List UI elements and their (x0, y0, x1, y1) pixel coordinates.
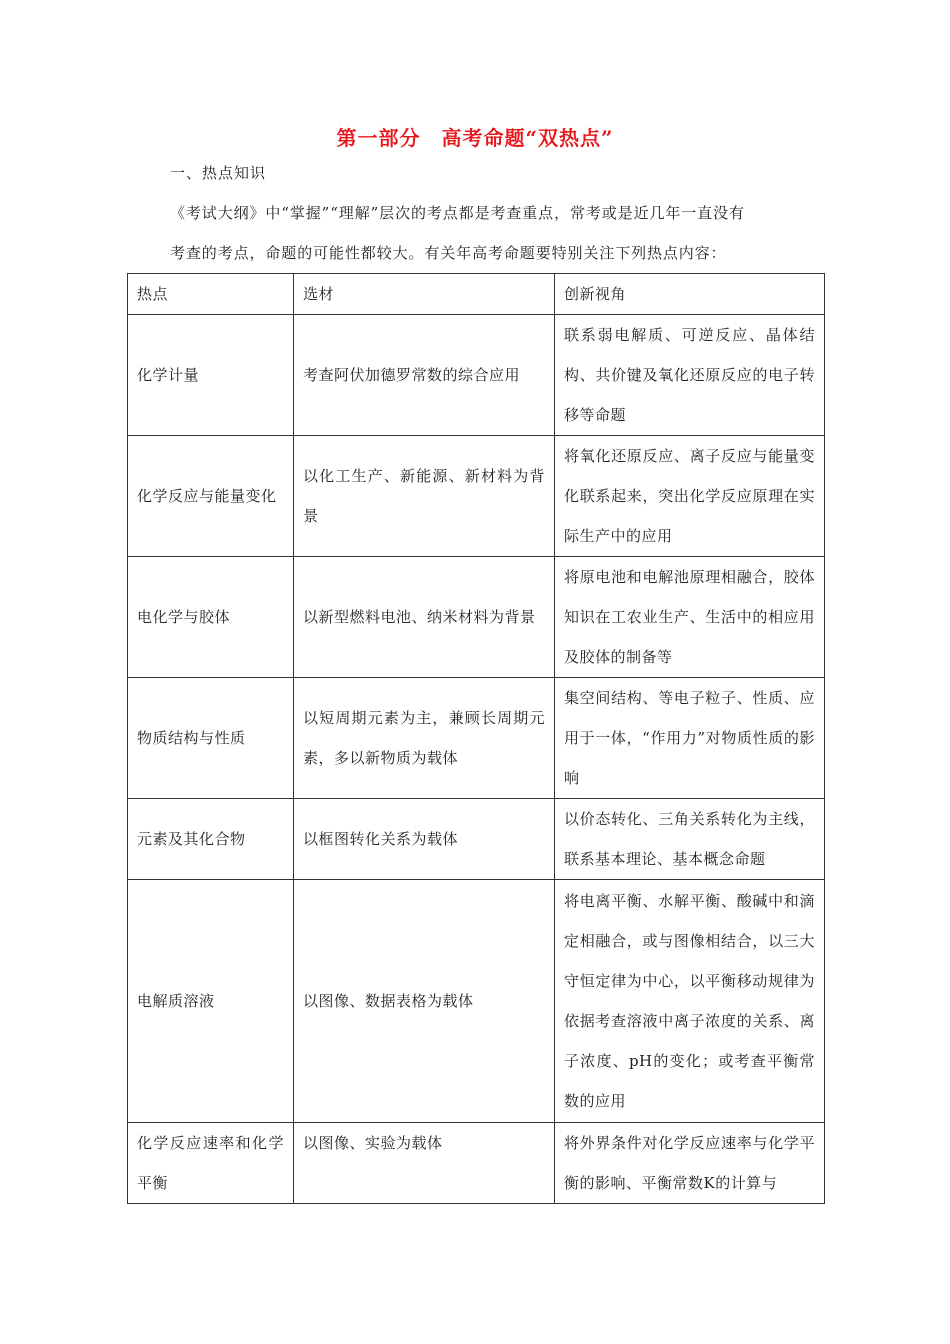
table-row (128, 557, 825, 678)
table-header-row (128, 274, 825, 315)
table-row (128, 315, 825, 436)
cell-hot: 化学反应与能量变化 (128, 436, 294, 557)
cell-hot: 元素及其化合物 (128, 799, 294, 880)
cell-material: 以框图转化关系为载体 (294, 799, 555, 880)
cell-material: 以图像、实验为载体 (294, 1123, 555, 1204)
cell-material: 以新型燃料电池、纳米材料为背景 (294, 557, 555, 678)
hotspot-table (127, 273, 825, 1204)
table-row (128, 799, 825, 880)
cell-hot: 化学反应速率和化学平衡 (128, 1123, 294, 1204)
table-row (128, 880, 825, 1123)
cell-angle: 以价态转化、三角关系转化为主线，联系基本理论、基本概念命题 (555, 799, 825, 880)
cell-angle: 将外界条件对化学反应速率与化学平衡的影响、平衡常数K的计算与 (555, 1123, 825, 1204)
intro-paragraph (170, 193, 820, 273)
table-row (128, 436, 825, 557)
table-row (128, 1123, 825, 1204)
cell-angle: 将原电池和电解池原理相融合，胶体知识在工农业生产、生活中的相应用及胶体的制备等 (555, 557, 825, 678)
intro-line-1: 《考试大纲》中“掌握”“理解”层次的考点都是考查重点，常考或是近几年一直没有 (170, 204, 745, 222)
header-angle: 创新视角 (555, 274, 825, 315)
header-material: 选材 (294, 274, 555, 315)
section-heading: 一、热点知识 (170, 164, 267, 182)
cell-angle: 将氧化还原反应、离子反应与能量变化联系起来，突出化学反应原理在实际生产中的应用 (555, 436, 825, 557)
cell-material: 以化工生产、新能源、新材料为背景 (294, 436, 555, 557)
cell-material: 考查阿伏加德罗常数的综合应用 (294, 315, 555, 436)
intro-line-2: 考查的考点，命题的可能性都较大。有关年高考命题要特别关注下列热点内容： (170, 244, 727, 262)
table-row (128, 678, 825, 799)
cell-hot: 物质结构与性质 (128, 678, 294, 799)
cell-hot: 电解质溶液 (128, 880, 294, 1123)
cell-angle: 联系弱电解质、可逆反应、晶体结构、共价键及氧化还原反应的电子转移等命题 (555, 315, 825, 436)
page-title: 第一部分 高考命题“双热点” (336, 126, 614, 150)
cell-material: 以图像、数据表格为载体 (294, 880, 555, 1123)
cell-material: 以短周期元素为主，兼顾长周期元素，多以新物质为载体 (294, 678, 555, 799)
cell-angle: 将电离平衡、水解平衡、酸碱中和滴定相融合，或与图像相结合，以三大守恒定律为中心，以平衡移动规律为依据考查溶液中离子浓度的关系、离子浓度、pH的变化；或考查平衡常数的应用 (555, 880, 825, 1123)
cell-hot: 电化学与胶体 (128, 557, 294, 678)
header-hot: 热点 (128, 274, 294, 315)
cell-hot: 化学计量 (128, 315, 294, 436)
cell-angle: 集空间结构、等电子粒子、性质、应用于一体，“作用力”对物质性质的影响 (555, 678, 825, 799)
